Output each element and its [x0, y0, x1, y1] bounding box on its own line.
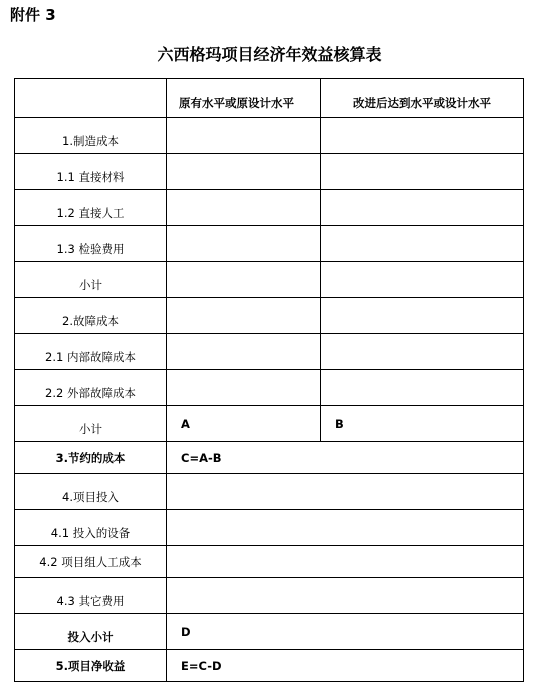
- improved-value: [321, 370, 524, 406]
- header-improved-level: 改进后达到水平或设计水平: [321, 79, 524, 118]
- row-label: 1.3 检验费用: [15, 226, 167, 262]
- row-label: 4.2 项目组人工成本: [15, 546, 167, 578]
- table-row: [15, 226, 524, 262]
- table-row: [15, 190, 524, 226]
- original-value: A: [167, 406, 321, 442]
- table-row: [15, 474, 524, 510]
- improved-value: [321, 226, 524, 262]
- improved-value: [321, 190, 524, 226]
- row-label: 小计: [15, 406, 167, 442]
- attachment-label: 附件 3: [10, 6, 56, 24]
- table-row: [15, 262, 524, 298]
- table-row: [15, 614, 524, 650]
- row-label: 1.制造成本: [15, 118, 167, 154]
- table-header-row: [15, 79, 524, 118]
- original-value: [167, 190, 321, 226]
- row-label: 4.1 投入的设备: [15, 510, 167, 546]
- original-value: [167, 370, 321, 406]
- table-row: [15, 118, 524, 154]
- merged-value: E=C-D: [167, 650, 524, 682]
- improved-value: [321, 118, 524, 154]
- merged-value: [167, 510, 524, 546]
- table-row: [15, 154, 524, 190]
- row-label: 投入小计: [15, 614, 167, 650]
- row-label: 4.3 其它费用: [15, 578, 167, 614]
- row-label: 1.1 直接材料: [15, 154, 167, 190]
- table-row: [15, 334, 524, 370]
- original-value: [167, 118, 321, 154]
- original-value: [167, 226, 321, 262]
- table-row: [15, 650, 524, 682]
- improved-value: [321, 154, 524, 190]
- row-label: 4.项目投入: [15, 474, 167, 510]
- merged-value: [167, 546, 524, 578]
- original-value: [167, 262, 321, 298]
- improved-value: [321, 334, 524, 370]
- table-row: [15, 298, 524, 334]
- improved-value: [321, 298, 524, 334]
- row-label: 2.故障成本: [15, 298, 167, 334]
- merged-value: C=A-B: [167, 442, 524, 474]
- table-row: [15, 546, 524, 578]
- original-value: [167, 154, 321, 190]
- benefit-table: [14, 78, 524, 682]
- row-label: 5.项目净收益: [15, 650, 167, 682]
- table-row: [15, 510, 524, 546]
- table-row: [15, 370, 524, 406]
- table-row: [15, 406, 524, 442]
- merged-value: D: [167, 614, 524, 650]
- table-row: [15, 442, 524, 474]
- improved-value: B: [321, 406, 524, 442]
- row-label: 3.节约的成本: [15, 442, 167, 474]
- improved-value: [321, 262, 524, 298]
- row-label: 小计: [15, 262, 167, 298]
- row-label: 2.2 外部故障成本: [15, 370, 167, 406]
- header-item-cell: [15, 79, 167, 118]
- row-label: 2.1 内部故障成本: [15, 334, 167, 370]
- row-label: 1.2 直接人工: [15, 190, 167, 226]
- document-title: 六西格玛项目经济年效益核算表: [157, 45, 382, 64]
- merged-value: [167, 474, 524, 510]
- original-value: [167, 298, 321, 334]
- original-value: [167, 334, 321, 370]
- table-row: [15, 578, 524, 614]
- merged-value: [167, 578, 524, 614]
- header-original-level: 原有水平或原设计水平: [167, 79, 321, 118]
